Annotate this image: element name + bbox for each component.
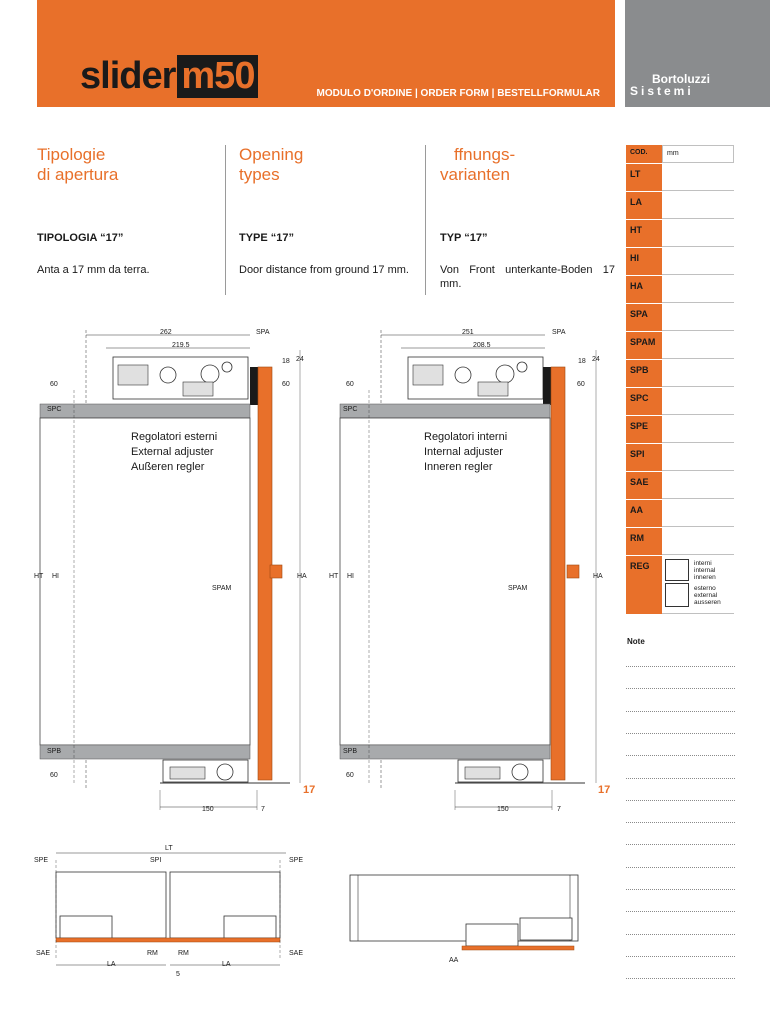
description-it: Anta a 17 mm da terra. <box>37 264 150 276</box>
hi-label-right: HI <box>347 573 354 580</box>
code-value-field[interactable] <box>662 164 734 191</box>
brand-subname: Sistemi <box>630 84 694 98</box>
reg-internal-checkbox[interactable] <box>665 559 689 581</box>
heading-line: varianten <box>440 165 510 184</box>
code-row <box>626 164 734 192</box>
dim-150-left: 150 <box>202 806 214 813</box>
code-row <box>626 556 734 615</box>
code-value-field[interactable] <box>662 500 734 527</box>
slider-logo <box>80 55 258 98</box>
note-line[interactable] <box>626 711 735 712</box>
dim-7-left: 7 <box>261 806 265 813</box>
spam-label-left: SPAM <box>212 585 232 592</box>
right-elevation <box>340 330 596 810</box>
code-label: SPAM <box>626 332 662 359</box>
code-value-field[interactable] <box>662 304 734 331</box>
note-line[interactable] <box>626 666 735 667</box>
code-row <box>626 220 734 248</box>
reg-option-internal <box>665 558 734 582</box>
code-label: LT <box>626 164 662 191</box>
dim-17-right: 17 <box>598 784 611 796</box>
heading-line: types <box>239 165 280 184</box>
code-rows <box>626 164 734 615</box>
rm-label-left: RM <box>147 950 158 957</box>
caption-line: Regolatori esterni <box>131 431 218 443</box>
dim-60-right-b: 60 <box>577 381 585 388</box>
spe-label-right: SPE <box>289 857 304 864</box>
code-table-header <box>626 145 734 164</box>
reg-internal-label: interni internal inneren <box>694 559 716 581</box>
code-value-field[interactable] <box>662 220 734 247</box>
code-table <box>626 145 734 615</box>
aa-label: AA <box>449 957 459 964</box>
dim-5: 5 <box>176 971 180 978</box>
note-line[interactable] <box>626 688 735 689</box>
code-row <box>626 332 734 360</box>
code-label: SAE <box>626 472 662 499</box>
sae-label-right: SAE <box>289 950 304 957</box>
code-label: REG <box>626 556 662 614</box>
code-row <box>626 304 734 332</box>
brand-name: Bortoluzzi <box>652 72 710 86</box>
logo-word: slider <box>80 55 176 97</box>
dim-24-right: 24 <box>592 356 600 363</box>
caption-line: Internal adjuster <box>424 446 503 458</box>
heading-line: ffnungs- <box>454 145 516 164</box>
code-row <box>626 416 734 444</box>
code-header: COD. <box>626 145 662 163</box>
form-title: MODULO D'ORDINE | ORDER FORM | BESTELLFORMULAR <box>316 88 600 99</box>
note-line[interactable] <box>626 867 735 868</box>
code-label: SPA <box>626 304 662 331</box>
note-line[interactable] <box>626 956 735 957</box>
code-label: SPC <box>626 388 662 415</box>
reg-external-checkbox[interactable] <box>665 583 689 607</box>
column-divider <box>225 145 226 295</box>
ht-label-left: HT <box>34 573 44 580</box>
code-value-field[interactable] <box>662 416 734 443</box>
ha-label-left: HA <box>297 573 307 580</box>
spa-label-right: SPA <box>552 329 566 336</box>
spb-label-right: SPB <box>343 748 358 755</box>
heading-line: Opening <box>239 145 304 164</box>
note-line[interactable] <box>626 778 735 779</box>
code-label: HT <box>626 220 662 247</box>
caption-line: Regolatori interni <box>424 431 508 443</box>
code-row <box>626 500 734 528</box>
code-label: SPE <box>626 416 662 443</box>
ha-label-right: HA <box>593 573 603 580</box>
code-value-field[interactable] <box>662 248 734 275</box>
spi-label: SPI <box>150 857 162 864</box>
code-label: SPI <box>626 444 662 471</box>
code-label: AA <box>626 500 662 527</box>
sae-label-left: SAE <box>36 950 51 957</box>
note-line[interactable] <box>626 911 735 912</box>
dim-150-right: 150 <box>497 806 509 813</box>
spc-label-left: SPC <box>47 406 62 413</box>
column-divider <box>425 145 426 295</box>
spc-label-right: SPC <box>343 406 358 413</box>
technical-drawings <box>0 320 620 1024</box>
code-value-field[interactable] <box>662 444 734 471</box>
code-row <box>626 528 734 556</box>
code-value-field[interactable] <box>662 472 734 499</box>
caption-line: Inneren regler <box>424 461 493 473</box>
note-line[interactable] <box>626 822 735 823</box>
column-heading-it <box>37 145 118 185</box>
heading-line: di apertura <box>37 165 119 184</box>
code-row <box>626 360 734 388</box>
lt-label: LT <box>165 845 173 852</box>
la-label-left: LA <box>107 961 116 968</box>
dim-60-left-c: 60 <box>50 772 58 779</box>
note-line[interactable] <box>626 755 735 756</box>
spam-label-right: SPAM <box>508 585 528 592</box>
description-de: Von Front unterkante-Boden 17 mm. <box>440 264 615 290</box>
code-value-field <box>662 556 734 614</box>
code-row <box>626 192 734 220</box>
dim-top-left: 262 <box>160 329 172 336</box>
type-label-it: TIPOLOGIA “17” <box>37 232 124 244</box>
dim-60-right-c: 60 <box>346 772 354 779</box>
code-row <box>626 388 734 416</box>
code-value-field[interactable] <box>662 332 734 359</box>
code-row <box>626 276 734 304</box>
note-line[interactable] <box>626 978 735 979</box>
column-heading-en <box>239 145 303 185</box>
plan-left <box>56 853 286 965</box>
column-heading-de <box>440 145 515 185</box>
caption-right <box>424 430 507 475</box>
caption-line: Außeren regler <box>131 461 205 473</box>
code-label: HA <box>626 276 662 303</box>
reg-external-label: esterno external ausseren <box>694 584 721 606</box>
code-value-field[interactable] <box>662 192 734 219</box>
dim-18-right: 18 <box>578 358 586 365</box>
dim-top-right: 251 <box>462 329 474 336</box>
code-value-field[interactable] <box>662 276 734 303</box>
dim-7-right: 7 <box>557 806 561 813</box>
plan-right <box>350 875 578 950</box>
dim-24-left: 24 <box>296 356 304 363</box>
spa-label-left: SPA <box>256 329 270 336</box>
code-label: LA <box>626 192 662 219</box>
description-en: Door distance from ground 17 mm. <box>239 264 409 276</box>
dim-second-right: 208.5 <box>473 342 491 349</box>
caption-line: External adjuster <box>131 446 214 458</box>
note-line[interactable] <box>626 934 735 935</box>
code-value-field[interactable] <box>662 388 734 415</box>
code-label: RM <box>626 528 662 555</box>
dim-60-right-a: 60 <box>346 381 354 388</box>
note-line[interactable] <box>626 733 735 734</box>
type-label-en: TYPE “17” <box>239 232 295 244</box>
la-label-right: LA <box>222 961 231 968</box>
code-value-field[interactable] <box>662 360 734 387</box>
code-label: SPB <box>626 360 662 387</box>
code-row <box>626 248 734 276</box>
note-line[interactable] <box>626 844 735 845</box>
code-value-field[interactable] <box>662 528 734 555</box>
caption-left <box>131 430 217 475</box>
ht-label-right: HT <box>329 573 339 580</box>
hi-label-left: HI <box>52 573 59 580</box>
dim-second-left: 219.5 <box>172 342 190 349</box>
rm-label-right: RM <box>178 950 189 957</box>
heading-line: Tipologie <box>37 145 106 164</box>
dim-60-left-a: 60 <box>50 381 58 388</box>
note-label: Note <box>627 637 645 646</box>
dim-18-left: 18 <box>282 358 290 365</box>
unit-header: mm <box>662 145 734 163</box>
spe-label-left: SPE <box>34 857 49 864</box>
note-line[interactable] <box>626 800 735 801</box>
type-label-de: TYP “17” <box>440 232 488 244</box>
left-elevation <box>40 330 300 810</box>
code-row <box>626 472 734 500</box>
dim-60-left-b: 60 <box>282 381 290 388</box>
code-row <box>626 444 734 472</box>
spb-label-left: SPB <box>47 748 62 755</box>
note-line[interactable] <box>626 889 735 890</box>
logo-model: m50 <box>177 55 258 98</box>
reg-option-external <box>665 582 734 608</box>
dim-17-left: 17 <box>303 784 316 796</box>
code-label: HI <box>626 248 662 275</box>
